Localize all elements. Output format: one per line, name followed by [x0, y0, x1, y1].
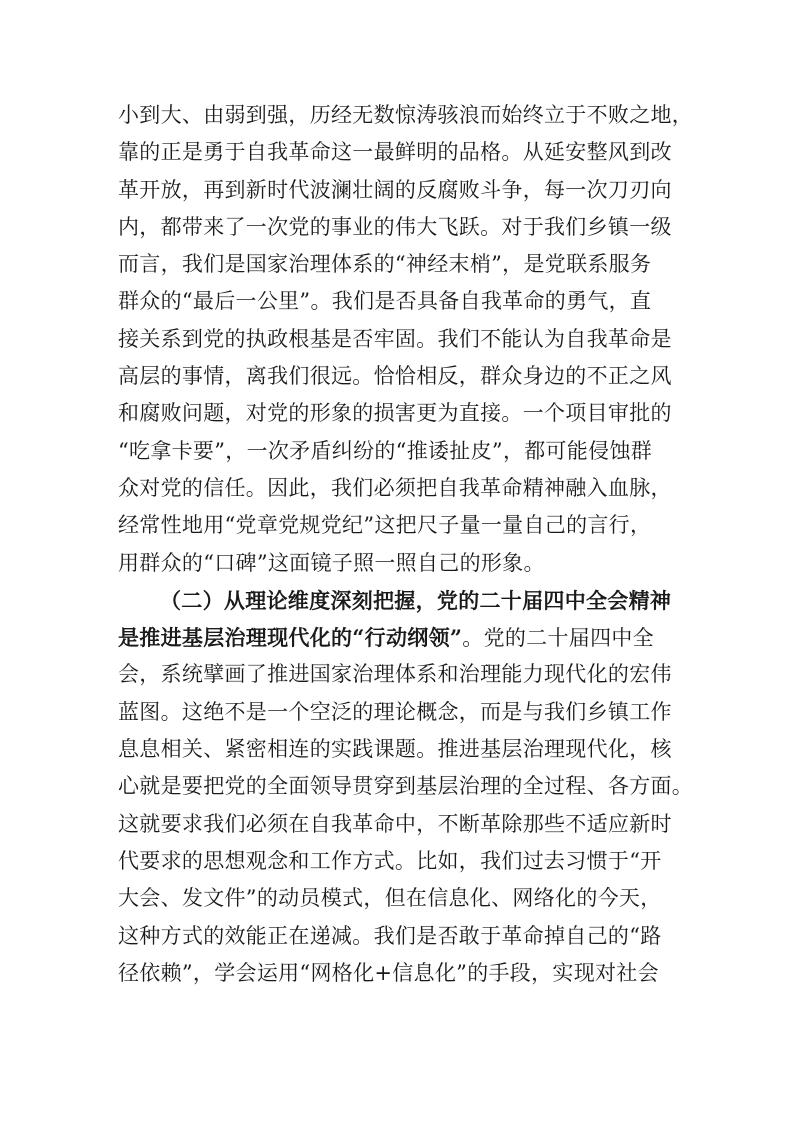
text-line: 革开放，再到新时代波澜壮阔的反腐败斗争，每一次刀刃向	[118, 177, 672, 202]
text-line: 大会、发文件”的动员模式，但在信息化、网络化的今天，	[118, 886, 662, 911]
section-heading: 是推进基层治理现代化的“行动纲领”	[118, 625, 463, 651]
text-line: 代要求的思想观念和工作方式。比如，我们过去习惯于“开	[118, 848, 662, 873]
text-line: 众对党的信任。因此，我们必须把自我革命精神融入血脉，	[118, 475, 672, 500]
text-line: 群众的“最后一公里”。我们是否具备自我革命的勇气，直	[118, 289, 652, 314]
text-line: 经常性地用“党章党规党纪”这把尺子量一量自己的言行，	[118, 513, 652, 538]
text-line: 靠的正是勇于自我革命这一最鲜明的品格。从延安整风到改	[118, 140, 672, 165]
text-line: 蓝图。这绝不是一个空泛的理论概念，而是与我们乡镇工作	[118, 699, 672, 724]
text-line: 用群众的“口碑”这面镜子照一照自己的形象。	[118, 550, 545, 575]
text-line: 这就要求我们必须在自我革命中，不断革除那些不适应新时	[118, 811, 672, 836]
text-line: 内，都带来了一次党的事业的伟大飞跃。对于我们乡镇一级	[118, 214, 672, 239]
section-heading: （二）从理论维度深刻把握，党的二十届四中全会精神	[160, 587, 672, 613]
text-line: 这种方式的效能正在递减。我们是否敢于革命掉自己的“路	[118, 923, 662, 948]
text-line: 高层的事情，离我们很远。恰恰相反，群众身边的不正之风	[118, 364, 672, 389]
heading-line	[118, 619, 684, 656]
text-line: 和腐败问题，对党的形象的损害更为直接。一个项目审批的	[118, 401, 672, 426]
text-line: “吃拿卡要”，一次矛盾纠纷的“推诿扯皮”，都可能侵蚀群	[118, 438, 653, 463]
text-line: 而言，我们是国家治理体系的“神经末梢”，是党联系服务	[118, 252, 652, 277]
text-line: 径依赖”，学会运用“网格化+信息化”的手段，实现对社会	[118, 960, 659, 985]
text-line: 心就是要把党的全面领导贯穿到基层治理的全过程、各方面。	[118, 774, 694, 799]
text-line: 小到大、由弱到强，历经无数惊涛骇浪而始终立于不败之地，	[118, 103, 694, 127]
text-line: 息息相关、紧密相连的实践课题。推进基层治理现代化，核	[118, 737, 672, 762]
text-line: 会，系统擘画了推进国家治理体系和治理能力现代化的宏伟	[118, 662, 672, 687]
body-text	[118, 97, 694, 992]
text-run: 。党的二十届四中全	[462, 626, 654, 651]
text-line: 接关系到党的执政根基是否牢固。我们不能认为自我革命是	[118, 326, 672, 351]
